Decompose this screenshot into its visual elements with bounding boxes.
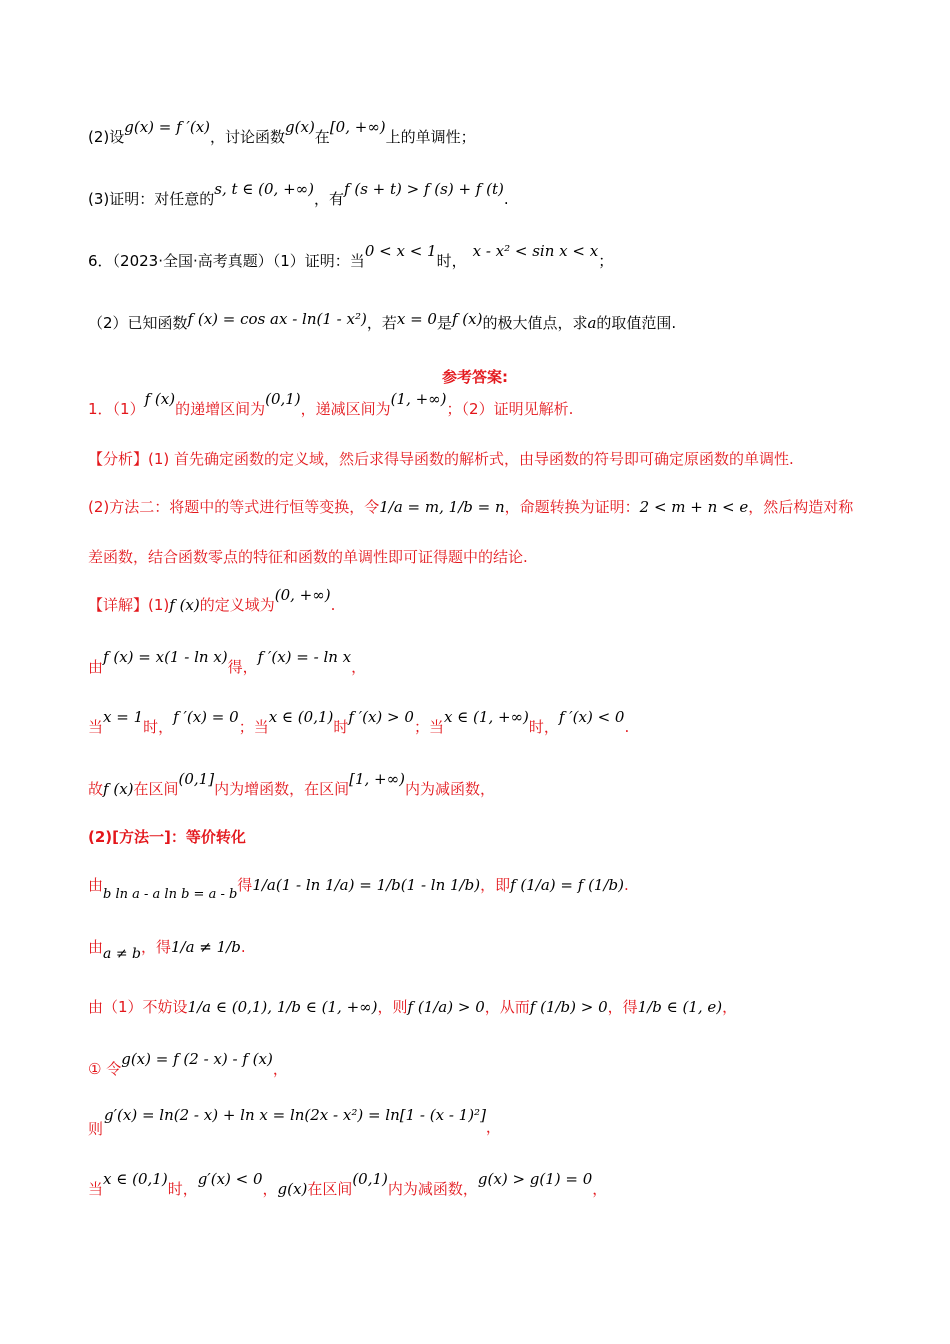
analysis-line-2-formula-mn: 1/a = m, 1/b = n <box>379 498 505 516</box>
detail-line-2 <box>88 648 367 678</box>
detail-line-2-formula-f: f (x) = x(1 - ln x) <box>103 648 228 666</box>
q6-part2-text-a: （2）已知函数 <box>88 314 188 332</box>
detail-line-3-text-a: 当 <box>88 718 104 736</box>
q6-part1 <box>88 242 614 272</box>
q6-part1-formula-ineq: x - x² < sin x < x <box>472 242 599 260</box>
q5-part2-formula-gx: g(x) <box>285 118 315 136</box>
q6-part2-text-c: 是 <box>436 314 452 332</box>
analysis-line-2-text-a: (2)方法二：将题中的等式进行恒等变换，令 <box>88 498 380 516</box>
equation-line-1-text-d: . <box>623 876 629 894</box>
q6-part2-formula-fx: f (x) <box>451 310 483 328</box>
detail-line-1-formula-domain: (0, +∞) <box>274 586 331 604</box>
answers-heading: 参考答案: <box>442 368 508 386</box>
detail-line-1-text-b: 的定义域为 <box>199 596 275 614</box>
equation-line-2-formula-neq: a ≠ b <box>103 946 141 962</box>
equation-line-6-formula-x01: x ∈ (0,1) <box>103 1170 168 1188</box>
q5-part3 <box>88 180 509 210</box>
detail-line-3-formula-x1: x = 1 <box>103 708 144 726</box>
equation-line-6-text-d: 在区间 <box>307 1180 353 1198</box>
q5-part3-formula-st: s, t ∈ (0, +∞) <box>214 180 314 198</box>
analysis-line-1-text: 【分析】(1) 首先确定函数的定义域，然后求得导函数的解析式，由导函数的符号即可确定原函数的单调性. <box>88 450 794 468</box>
answer-1-formula-f: f (x) <box>144 390 176 408</box>
equation-line-3-text-d: ，得 <box>607 998 638 1016</box>
equation-line-5-formula-gprime: g′(x) = ln(2 - x) + ln x = ln(2x - x²) = ln[1 - (x - 1)²] <box>104 1106 486 1124</box>
detail-line-2-text-c: ， <box>351 658 367 676</box>
detail-line-4-text-c: 内为增函数，在区间 <box>214 780 350 798</box>
equation-line-2-text-c: . <box>240 938 246 956</box>
answer-1-text-a: 1．（1） <box>88 400 145 418</box>
detail-line-4-text-a: 故 <box>88 780 104 798</box>
equation-line-2-formula-recip: 1/a ≠ 1/b <box>170 938 241 956</box>
answer-1-text-c: ，递减区间为 <box>300 400 391 418</box>
equation-line-1-text-a: 由 <box>88 876 104 894</box>
equation-line-6-text-f: ， <box>592 1180 608 1198</box>
q5-part2-text-c: 在 <box>314 128 330 146</box>
equation-line-3-text-a: 由（1）不妨设 <box>88 998 188 1016</box>
q6-part1-text-b: 时， <box>436 252 467 270</box>
q6-part2-text-b: ，若 <box>366 314 397 332</box>
equation-line-5-formula-row <box>104 1104 501 1136</box>
answer-1-formula-inc: (0,1) <box>265 390 301 408</box>
analysis-line-2-text-b: ，命题转换为证明： <box>504 498 640 516</box>
equation-line-3-formula-b-range: 1/b ∈ (1, e) <box>637 998 723 1016</box>
q6-part1-formula-range: 0 < x < 1 <box>364 242 437 260</box>
equation-line-1-text-c: ，即 <box>480 876 511 894</box>
equation-line-2-text-b: ，得 <box>140 938 171 956</box>
equation-line-3-formula-assume: 1/a ∈ (0,1), 1/b ∈ (1, +∞) <box>187 998 378 1016</box>
detail-line-3-formula-f0: f ′(x) = 0 <box>173 708 239 726</box>
equation-line-1-formula-given: b ln a - a ln b = a - b <box>103 887 238 902</box>
q5-part3-formula-ineq: f (s + t) > f (s) + f (t) <box>344 180 504 198</box>
detail-line-4-formula-dec: [1, +∞) <box>349 770 405 788</box>
equation-line-3 <box>88 996 737 1018</box>
detail-line-3-text-c: ；当 <box>238 718 269 736</box>
equation-line-5 <box>88 1118 103 1140</box>
detail-line-2-text-a: 由 <box>88 658 104 676</box>
equation-line-2 <box>88 936 246 962</box>
detail-line-4-text-b: 在区间 <box>133 780 179 798</box>
equation-line-6-text-e: 内为减函数， <box>387 1180 478 1198</box>
analysis-line-3-text: 差函数，结合函数零点的特征和函数的单调性即可证得题中的结论. <box>88 548 528 566</box>
q5-part3-text-a: (3)证明：对任意的 <box>88 190 215 208</box>
detail-line-3-text-b: 时， <box>143 718 174 736</box>
q5-part2-formula-g-def: g(x) = f ′(x) <box>124 118 211 136</box>
equation-line-5-text-b: ， <box>485 1118 501 1136</box>
detail-line-4-text-d: 内为减函数， <box>404 780 495 798</box>
detail-line-3-formula-fpos: f ′(x) > 0 <box>348 708 414 726</box>
method-one-heading-text: (2)[方法一]：等价转化 <box>88 828 246 846</box>
detail-line-2-text-b: 得， <box>227 658 258 676</box>
equation-line-3-text-e: ， <box>722 998 738 1016</box>
detail-line-3-formula-fneg: f ′(x) < 0 <box>558 708 625 726</box>
detail-line-3-text-f: 时， <box>528 718 559 736</box>
equation-line-4-text-a: ① 令 <box>88 1060 122 1078</box>
equation-line-2-text-a: 由 <box>88 938 104 956</box>
detail-line-4-formula-inc: (0,1] <box>178 770 215 788</box>
detail-line-3-text-d: 时 <box>333 718 349 736</box>
equation-line-6 <box>88 1170 608 1200</box>
answer-1-text-d: ；（2）证明见解析. <box>446 400 574 418</box>
q6-part1-text-a: 6．（2023·全国·高考真题）（1）证明：当 <box>88 252 365 270</box>
equation-line-6-text-a: 当 <box>88 1180 104 1198</box>
detail-line-1-text-c: . <box>330 596 336 614</box>
equation-line-6-text-b: 时， <box>167 1180 198 1198</box>
detail-line-3-text-e: ；当 <box>413 718 444 736</box>
method-one-heading <box>88 826 246 848</box>
analysis-line-2-text-c: ，然后构造对称 <box>748 498 854 516</box>
answer-1-formula-dec: (1, +∞) <box>390 390 447 408</box>
equation-line-1-formula-transform: 1/a(1 - ln 1/a) = 1/b(1 - ln 1/b) <box>252 876 481 894</box>
q6-part2-var-a: a <box>587 314 597 332</box>
q5-part3-text-c: . <box>503 190 509 208</box>
detail-line-4-formula-f: f (x) <box>103 780 134 798</box>
detail-line-3-formula-x01: x ∈ (0,1) <box>268 708 334 726</box>
detail-line-1 <box>88 586 336 616</box>
equation-line-3-text-b: ，则 <box>377 998 408 1016</box>
detail-line-3-text-g: . <box>624 718 630 736</box>
q5-part2-text-d: 上的单调性； <box>385 128 476 146</box>
q6-part2 <box>88 312 676 334</box>
q5-part2-text-a: (2)设 <box>88 128 125 146</box>
detail-line-3 <box>88 708 630 738</box>
equation-line-1 <box>88 874 629 902</box>
equation-line-6-text-c: ， <box>262 1180 278 1198</box>
equation-line-6-formula-gpos: g(x) > g(1) = 0 <box>477 1170 593 1188</box>
equation-line-3-formula-fa: f (1/a) > 0 <box>407 998 485 1016</box>
detail-line-2-formula-fprime: f ′(x) = - ln x <box>257 648 352 666</box>
q6-part2-formula-x0: x = 0 <box>396 310 437 328</box>
q6-part1-text-c: ； <box>598 252 614 270</box>
detail-line-4 <box>88 770 495 800</box>
equation-line-4 <box>88 1050 288 1080</box>
equation-line-3-text-c: ，从而 <box>484 998 530 1016</box>
q5-part2-text-b: ，讨论函数 <box>210 128 286 146</box>
q6-part2-text-e: 的取值范围. <box>596 314 677 332</box>
analysis-line-1 <box>88 448 794 470</box>
analysis-line-2-formula-ineq: 2 < m + n < e <box>639 498 749 516</box>
analysis-line-2 <box>88 496 853 518</box>
detail-line-1-formula-f: f (x) <box>169 596 200 614</box>
q5-part2-formula-interval: [0, +∞) <box>329 118 386 136</box>
q6-part2-formula-f: f (x) = cos ax - ln(1 - x²) <box>187 310 367 328</box>
detail-line-3-formula-x1inf: x ∈ (1, +∞) <box>443 708 529 726</box>
answer-1-text-b: 的递增区间为 <box>175 400 266 418</box>
equation-line-4-text-b: ， <box>272 1060 288 1078</box>
equation-line-4-formula-g: g(x) = f (2 - x) - f (x) <box>121 1050 273 1068</box>
detail-line-1-text-a: 【详解】(1) <box>88 596 170 614</box>
equation-line-1-formula-equal: f (1/a) = f (1/b) <box>510 876 624 894</box>
q5-part2 <box>88 118 476 148</box>
equation-line-1-text-b: 得 <box>237 876 253 894</box>
equation-line-6-formula-g: g(x) <box>277 1180 308 1198</box>
equation-line-6-formula-interval: (0,1) <box>352 1170 388 1188</box>
equation-line-3-formula-fb: f (1/b) > 0 <box>529 998 608 1016</box>
analysis-line-3 <box>88 546 528 568</box>
equation-line-5-text-a: 则 <box>88 1120 104 1138</box>
equation-line-6-formula-gneg: g′(x) < 0 <box>197 1170 263 1188</box>
q5-part3-text-b: ，有 <box>314 190 345 208</box>
q6-part2-text-d: 的极大值点，求 <box>482 314 588 332</box>
answer-1 <box>88 390 574 420</box>
